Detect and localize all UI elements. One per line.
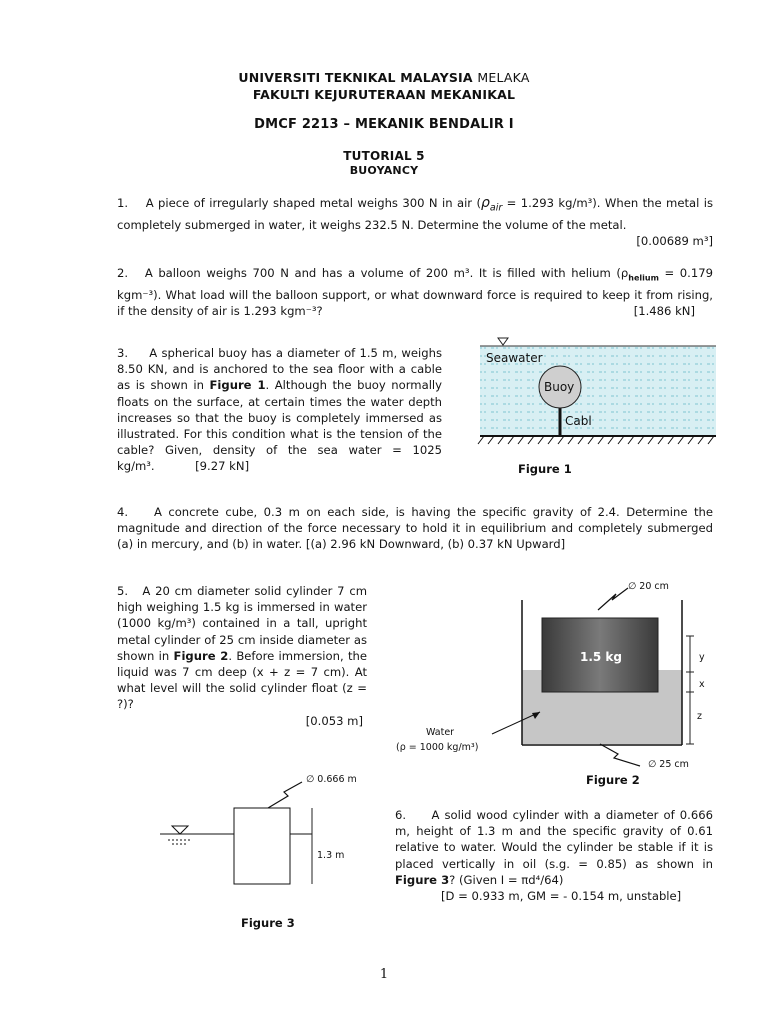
question-1 (117, 195, 713, 249)
tutorial-title: TUTORIAL 5 (343, 149, 425, 163)
figure-3-cylinder (234, 808, 290, 884)
q5-number: 5. (117, 584, 129, 598)
figure-3-surface-marker (172, 826, 188, 834)
course-code: DMCF 2213 (254, 117, 339, 132)
figure-3-leader (268, 782, 302, 808)
course-name: MEKANIK BENDALIR I (354, 117, 514, 132)
figure-2-label-z: z (697, 711, 702, 722)
q3-figure-ref: Figure 1 (209, 378, 266, 393)
figure-2-label-y: y (699, 652, 705, 663)
q3-answer: [9.27 kN] (195, 459, 250, 474)
figure-3-diameter: ∅ 0.666 m (306, 774, 357, 785)
figure-1-caption: Figure 1 (518, 462, 572, 476)
q6-figure-ref: Figure 3 (395, 872, 450, 887)
q5-text-b: . Before immersion, the liquid was 7 cm deep (x + z = 7 cm). At what level will the solid cylinder float (z = ?)? (117, 648, 367, 712)
q1-text-b: = 1.293 kg/m³). When the metal is completely submerged in water, it weighs 232.5 N. Determine the volume of the metal. (117, 196, 713, 232)
q2-answer: [1.486 kN] (633, 303, 695, 318)
university-campus: MELAKA (477, 70, 530, 85)
q1-rho: ρ (480, 195, 490, 211)
figure-1-cable-label: Cabl (565, 414, 592, 428)
figure-2-water-density: (ρ = 1000 kg/m³) (396, 742, 479, 753)
page-number: 1 (379, 967, 389, 982)
q2-number: 2. (117, 266, 129, 280)
q3-number: 3. (117, 346, 129, 360)
figure-2-label-x: x (699, 679, 705, 690)
figure-3-diagram (160, 776, 330, 886)
figure-2-water-label: Water (426, 727, 455, 738)
question-5 (117, 583, 367, 729)
figure-2-leader-bottom (600, 744, 640, 766)
figure-2-caption: Figure 2 (586, 773, 640, 787)
q3-text-a: A spherical buoy has a diameter of 1.5 m, weighs 8.50 KN, and is anchored to the sea floor with a cable as is shown in (117, 346, 442, 393)
figure-1-seawater-label: Seawater (486, 351, 543, 365)
q2-sub: helium (628, 273, 659, 283)
figure-2-leader-top (598, 588, 628, 610)
q3-text-b: . Although the buoy normally floats on the surface, at certain times the water depth increases so that the buoy is completely immersed as illustrated. For this condition what is the tension of the cable? Given, density of the sea water = 1025 kg/m³. (117, 378, 443, 474)
figure-2-diameter-top: ∅ 20 cm (628, 581, 669, 592)
course-title (0, 117, 768, 132)
q5-answer: [0.053 m] (305, 713, 363, 728)
q1-number: 1. (117, 196, 129, 210)
figure-1-surface-marker (498, 338, 508, 345)
figure-2-diameter-bottom: ∅ 25 cm (648, 759, 689, 770)
figure-3-height: 1.3 m (317, 850, 345, 861)
question-4 (117, 504, 713, 553)
figure-3-caption: Figure 3 (241, 916, 295, 930)
topic-title: BUOYANCY (349, 164, 419, 177)
q4-text: A concrete cube, 0.3 m on each side, is having the specific gravity of 2.4. Determine the magnitude and direction of the force necessary to hold it in equilibrium and completely submerged (a) in mercury, and (b) in water. [(a) 2.96 kN Downward, (b) 0.37 kN Upward] (117, 505, 713, 552)
q6-text-a: A solid wood cylinder with a diameter of 0.666 m, height of 1.3 m and the specific gravity of 0.61 relative to water. Would the cylinder be stable if it is placed vertically in oil (s.g. = 0.85) as shown in (395, 808, 713, 871)
q6-number: 6. (395, 808, 407, 822)
question-6 (395, 807, 713, 904)
question-2 (117, 265, 713, 319)
course-dash: – (338, 117, 355, 132)
q1-answer: [0.00689 m³] (636, 233, 713, 248)
question-3 (117, 345, 442, 475)
university-title (0, 70, 768, 85)
q4-number: 4. (117, 505, 129, 519)
q1-text-a: A piece of irregularly shaped metal weighs 300 N in air ( (145, 196, 481, 210)
q6-text-b: ? (Given I = πd⁴/64) (449, 872, 564, 887)
figure-2-diagram (500, 582, 720, 782)
q1-sub: air (489, 202, 503, 214)
q6-answer: [D = 0.933 m, GM = - 0.154 m, unstable] (441, 889, 682, 904)
q2-text-a: A balloon weighs 700 N and has a volume of 200 m³. It is filled with helium (ρ (144, 266, 629, 280)
q5-figure-ref: Figure 2 (173, 648, 229, 663)
figure-1-hatching (478, 436, 714, 444)
figure-1-buoy-label: Buoy (544, 380, 575, 394)
faculty-title: FAKULTI KEJURUTERAAN MEKANIKAL (252, 87, 516, 102)
figure-2-mass-label: 1.5 kg (580, 650, 623, 664)
q5-text-a: A 20 cm diameter solid cylinder 7 cm high weighing 1.5 kg is immersed in water (1000 kg/m³) contained in a tall, upright metal cylinder of 25 cm inside diameter as shown in (117, 584, 367, 663)
university-name: UNIVERSITI TEKNIKAL MALAYSIA (238, 70, 473, 85)
q2-text-b: = 0.179 kgm⁻³). What load will the balloon support, or what downward force is required to keep it from rising, if the density of air is 1.293 kgm⁻³? (117, 266, 713, 318)
